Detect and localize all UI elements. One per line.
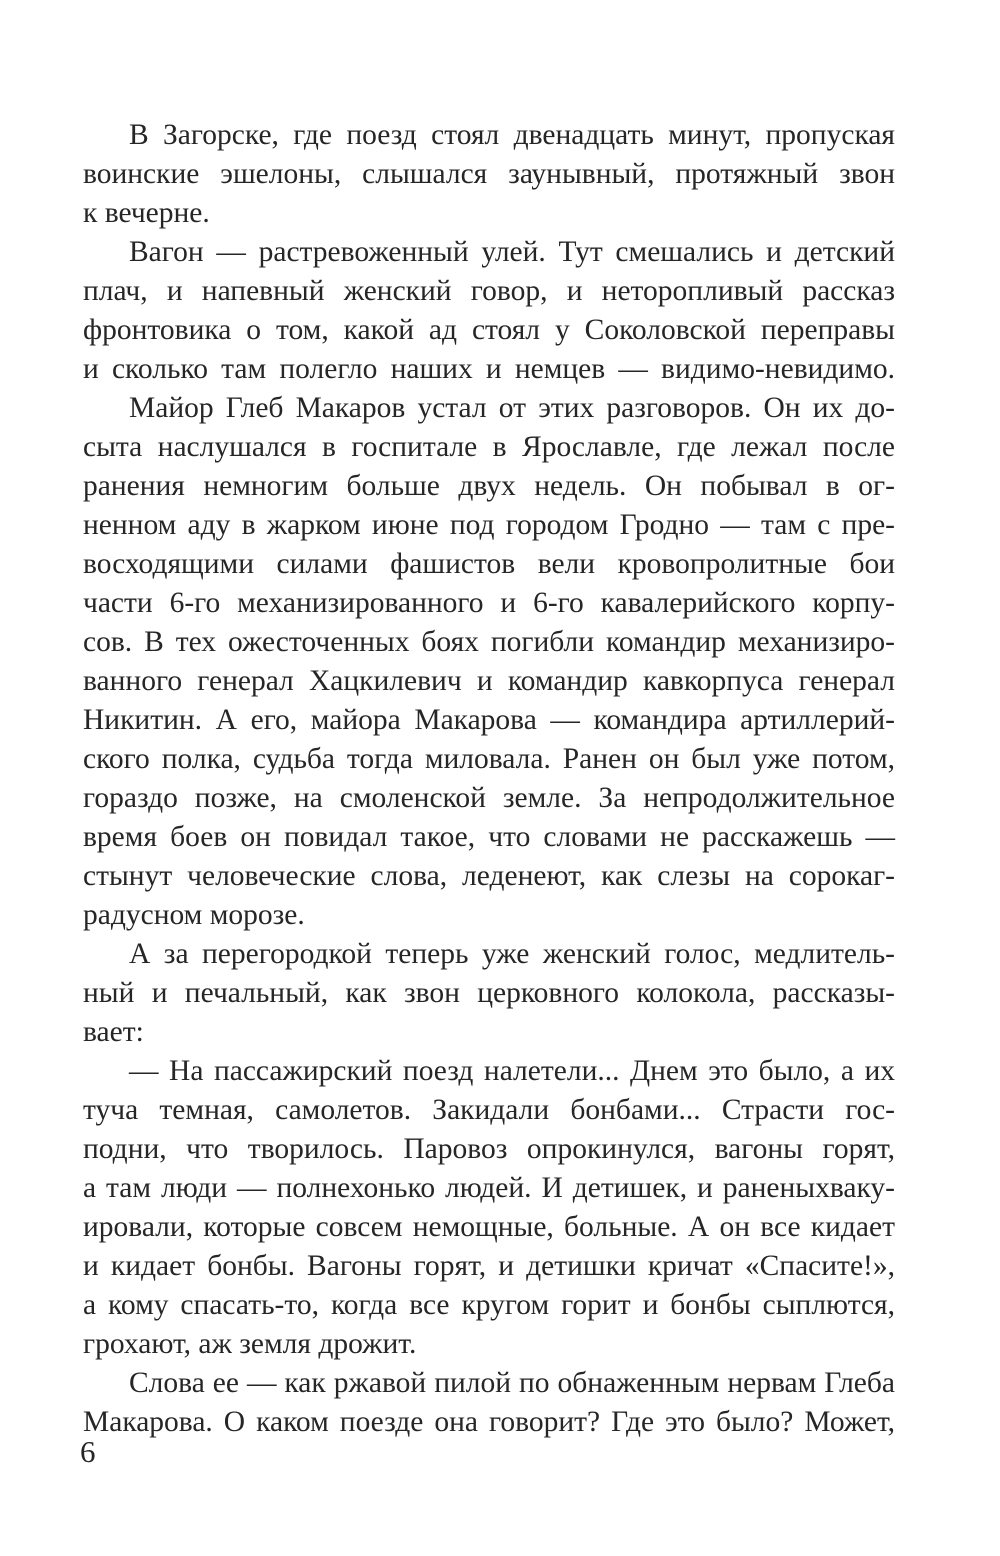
text-line: сыта наслушался в госпитале в Ярославле, где лежал после xyxy=(83,431,895,463)
text-line: плач, и напевный женский говор, и неторопливый рассказ xyxy=(83,275,895,307)
text-line: ный и печальный, как звон церковного колокола, рассказы- xyxy=(83,977,895,1009)
text-line: В Загорске, где поезд стоял двенадцать минут, пропуская xyxy=(129,119,895,151)
text-line: ировали, которые совсем немощные, больные. А он все кидает xyxy=(83,1211,895,1243)
text-line: подни, что творилось. Паровоз опрокинулся, вагоны горят, xyxy=(83,1133,895,1165)
text-line: к вечерне. xyxy=(83,197,210,229)
text-line: гораздо позже, на смоленской земле. За непродолжительное xyxy=(83,782,895,814)
text-line: Вагон — растревоженный улей. Тут смешались и детский xyxy=(129,236,895,268)
text-line: а там люди — полнехонько людей. И детишек, и раненыхваку- xyxy=(83,1172,895,1204)
text-line: восходящими силами фашистов вели кровопролитные бои xyxy=(83,548,895,580)
text-line: грохают, аж земля дрожит. xyxy=(83,1328,417,1360)
text-line: и сколько там полегло наших и немцев — видимо-невидимо. xyxy=(83,353,895,385)
text-line: Никитин. А его, майора Макарова — командира артиллерий- xyxy=(83,704,895,736)
text-line: и кидает бонбы. Вагоны горят, и детишки кричат «Спасите!», xyxy=(83,1250,895,1282)
text-line: радусном морозе. xyxy=(83,899,305,931)
text-line: Макарова. О каком поезде она говорит? Где это было? Может, xyxy=(83,1406,895,1438)
text-line: туча темная, самолетов. Закидали бонбами... Страсти гос- xyxy=(83,1094,895,1126)
text-line: — На пассажирский поезд налетели... Днем это было, а их xyxy=(129,1055,895,1087)
text-line: Майор Глеб Макаров устал от этих разговоров. Он их до- xyxy=(129,392,895,424)
text-line: время боев он повидал такое, что словами не расскажешь — xyxy=(83,821,895,853)
text-line: сов. В тех ожесточенных боях погибли командир механизиро- xyxy=(83,626,895,658)
text-line: вает: xyxy=(83,1016,144,1048)
text-line: ненном аду в жарком июне под городом Гродно — там с пре- xyxy=(83,509,895,541)
text-line: ранения немногим больше двух недель. Он побывал в ог- xyxy=(83,470,895,502)
text-line: Слова ее — как ржавой пилой по обнаженным нервам Глеба xyxy=(129,1367,895,1399)
text-line: фронтовика о том, какой ад стоял у Соколовской переправы xyxy=(83,314,895,346)
page-number: 6 xyxy=(80,1434,96,1469)
text-line: А за перегородкой теперь уже женский голос, медлитель- xyxy=(129,938,895,970)
text-line: воинские эшелоны, слышался заунывный, протяжный звон xyxy=(83,158,895,190)
text-line: части 6-го механизированного и 6-го кавалерийского корпу- xyxy=(83,587,895,619)
text-line: стынут человеческие слова, леденеют, как слезы на сорокаг- xyxy=(83,860,895,892)
text-line: а кому спасать-то, когда все кругом горит и бонбы сыплются, xyxy=(83,1289,895,1321)
text-line: ского полка, судьба тогда миловала. Ранен он был уже потом, xyxy=(83,743,895,775)
text-line: ванного генерал Хацкилевич и командир кавкорпуса генерал xyxy=(83,665,895,697)
